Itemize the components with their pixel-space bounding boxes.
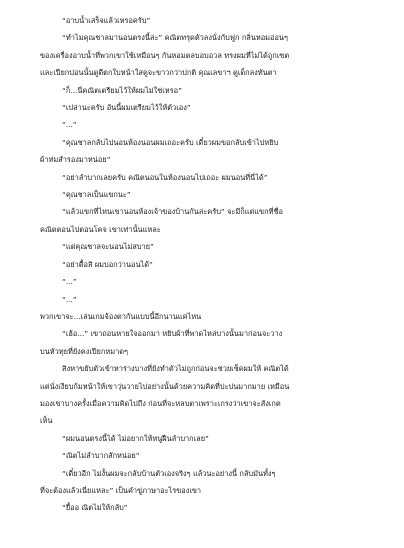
text-line: “อย่าดื้อสิ ผมบอกว่านอนได้” xyxy=(62,259,153,269)
text-line: เห็น xyxy=(40,416,53,426)
text-line: และเปียกปอนนั้นดูดีตกใบหน้าใสดูจะขาวกว่าปกติ คุณเลขาฯ ดูเด็กลงทันตา xyxy=(40,68,277,78)
text-line: “ทำไมคุณชาลมานอนตรงนี้ล่ะ” คณิตทรุดตัวลงนั่งกับฟูก กลิ่นหอมอ่อนๆ xyxy=(62,33,288,43)
text-line: “แต่คุณชาลจะนอนไม่สบาย” xyxy=(62,242,154,252)
text-line: คณิตตอนไปตอนโคจ เขาเท่านั้นแหละ xyxy=(40,224,161,234)
text-line: “ก็...นี่คณิตเตรียมไว้ให้ผมไม่ใช่เหรอ” xyxy=(62,85,182,95)
text-line: “อย่าลำบากเลยครับ คณิตนอนในห้องนอนไปเถอะ ผมนอนที่นี่ได้” xyxy=(62,172,268,182)
text-line: “ยื้ออ ณิตไม่ให้กลับ” xyxy=(62,503,128,513)
text-line: “เฮ้อ...” เขาถอนหายใจออกมา หยิบผ้าที่พาดไหล่บางนั้นมาก่อนจะวาง xyxy=(62,329,283,339)
text-line: “อาบน้ำเสร็จแล้วเหรอครับ” xyxy=(62,16,151,25)
text-line: “เปล่านะครับ อันนี้ผมเตรียมไว้ให้ตัวเอง” xyxy=(62,103,191,113)
text-line: บนหัวทุยที่ยังคงเปียกหมาดๆ xyxy=(40,346,129,356)
text-line: “...” xyxy=(62,277,77,287)
text-line: “แล้วแขกที่ไหนเขานอนห้องเจ้าของบ้านกันล่ะครับ” จะมีก็แต่แขกที่ชื่อ xyxy=(62,207,283,217)
text-line: “...” xyxy=(62,294,77,304)
text-line: สิงหาขยับตัวเข้าหาร่างบางที่ยังทำตัวไม่ถูกก่อนจะช่วยเช็ดผมให้ คณิตได้ xyxy=(62,364,289,374)
text-line: ผ้าห่มสำรองมาหน่อย” xyxy=(40,155,111,165)
text-line: “ผมนอนตรงนี้ได้ ไม่อยากให้หนูฝืนลำบากเลย” xyxy=(62,433,209,443)
text-line: “...” xyxy=(62,120,77,130)
text-line: “เดี๋ยวอีก ไม่งั้นผมจะกลับบ้านตัวเองจริงๆ แล้วนะอย่างนี้ กลับมันทั้งๆ xyxy=(62,468,276,478)
text-line: พวกเขาจะ...เล่นเกมจ้องตากันแบบนี้อีกนานแค่ไหน xyxy=(40,311,202,321)
text-line: มองเขาบางครั้งเมื่อความคิดไปถึง ก่อนที่จะหลบตาเพราะเกรงว่าเขาจะสังเกต xyxy=(40,398,281,408)
text-line: “ณิตไม่ลำบากสักหน่อย” xyxy=(62,451,140,461)
text-line: “คุณชาลเป็นแขกนะ” xyxy=(62,190,131,200)
text-line: แต่นั่งเงียบก้มหน้าให้เขาวุ่นวายไปอย่างนั้นด้วยความคิดที่ปะปนมากมาย เหมือน xyxy=(40,381,290,391)
text-line: “คุณชาลกลับไปนอนห้องนอนผมเถอะครับ เดี๋ยวผมขอกลับเข้าไปหยิบ xyxy=(62,137,279,147)
text-line: ของเครื่องอาบน้ำที่พวกเขาใช้เหมือนๆ กันหอมตลบอบอวล ทรงผมที่ไม่ได้ถูกเซต xyxy=(40,50,290,60)
document-body xyxy=(40,12,378,517)
text-line: ที่จะต้องแล้วเนี่ยแหละ” เป็นคำขู่ภาษาอะไรของเขา xyxy=(40,485,202,495)
